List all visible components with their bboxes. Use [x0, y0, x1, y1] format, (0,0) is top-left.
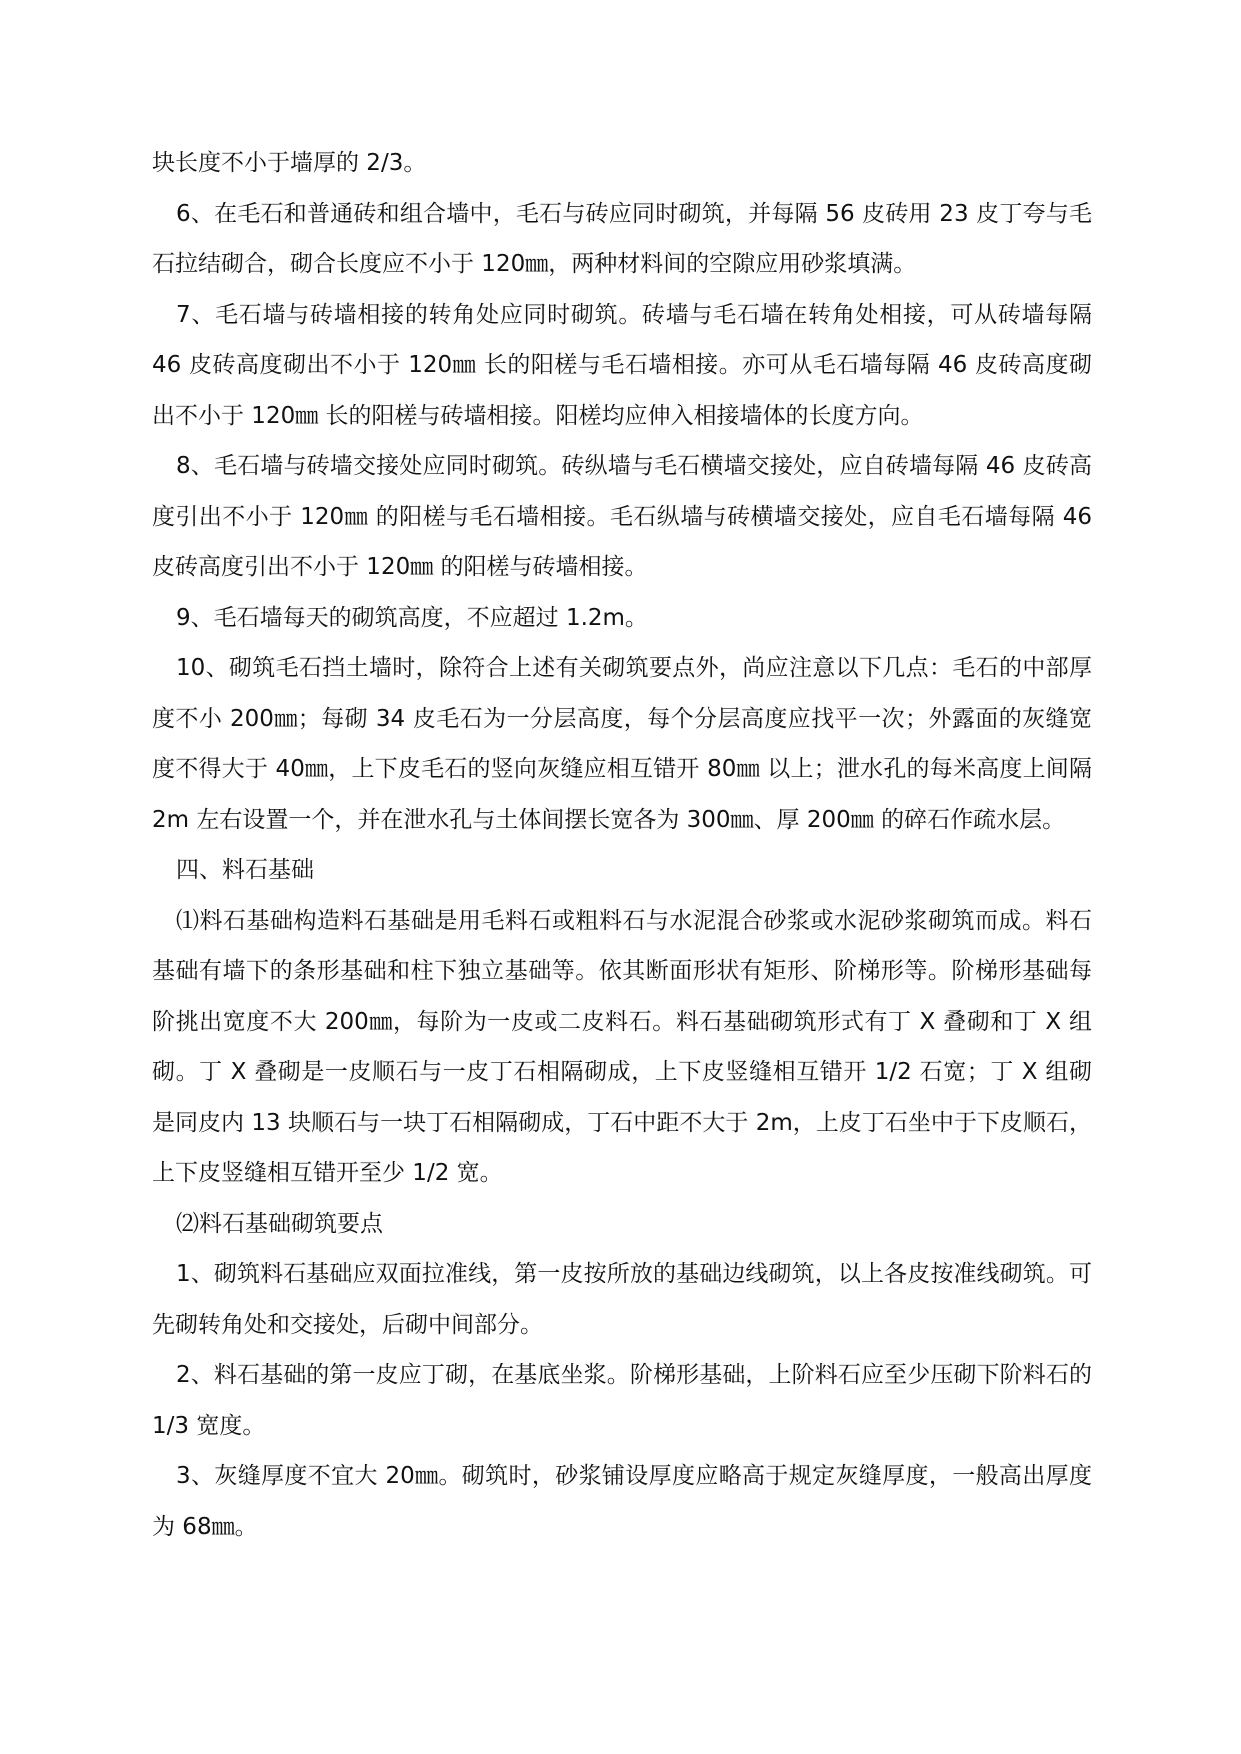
section-heading-stone-foundation: 四、料石基础	[176, 857, 314, 883]
paragraph-item-8: 8、毛石墙与砖墙交接处应同时砌筑。砖纵墙与毛石横墙交接处，应自砖墙每隔 46 皮砖高度引出不小于 120㎜ 的阳槎与毛石墙相接。毛石纵墙与砖横墙交接处，应自毛石墙每隔 46 皮砖高度引出不小于 120㎜ 的阳槎与砖墙相接。	[152, 453, 1092, 580]
paragraph-item-7: 7、毛石墙与砖墙相接的转角处应同时砌筑。砖墙与毛石墙在转角处相接，可从砖墙每隔 46 皮砖高度砌出不小于 120㎜ 长的阳槎与毛石墙相接。亦可从毛石墙每隔 46 皮砖高度砌出不小于 120㎜ 长的阳槎与砖墙相接。阳槎均应伸入相接墙体的长度方向。	[152, 301, 1092, 429]
document-body	[152, 138, 1092, 1552]
paragraph-point-2: 2、料石基础的第一皮应丁砌，在基底坐浆。阶梯形基础，上阶料石应至少压砌下阶料石的 1/3 宽度。	[152, 1362, 1092, 1439]
paragraph-continuation: 块长度不小于墙厚的 2/3。	[152, 150, 427, 176]
subheading-masonry-points: ⑵料石基础砌筑要点	[176, 1210, 383, 1237]
paragraph-item-6: 6、在毛石和普通砖和组合墙中，毛石与砖应同时砌筑，并每隔 56 皮砖用 23 皮丁夸与毛石拉结砌合，砌合长度应不小于 120㎜，两种材料间的空隙应用砂浆填满。	[152, 200, 1092, 277]
paragraph-item-10: 10、砌筑毛石挡土墙时，除符合上述有关砌筑要点外，尚应注意以下几点：毛石的中部厚度不小 200㎜；每砌 34 皮毛石为一分层高度，每个分层高度应找平一次；外露面的灰缝宽度不得大于 40㎜，上下皮毛石的竖向灰缝应相互错开 80㎜ 以上；泄水孔的每米高度上间隔 2m 左右设置一个，并在泄水孔与土体间摆长宽各为 300㎜、厚 200㎜ 的碎石作疏水层。	[152, 655, 1092, 833]
paragraph-item-9: 9、毛石墙每天的砌筑高度，不应超过 1.2m。	[176, 604, 648, 631]
paragraph-point-1: 1、砌筑料石基础应双面拉准线，第一皮按所放的基础边线砌筑，以上各皮按准线砌筑。可先砌转角处和交接处，后砌中间部分。	[152, 1261, 1092, 1338]
paragraph-foundation-structure: ⑴料石基础构造料石基础是用毛料石或粗料石与水泥混合砂浆或水泥砂浆砌筑而成。料石基础有墙下的条形基础和柱下独立基础等。依其断面形状有矩形、阶梯形等。阶梯形基础每阶挑出宽度不大 200㎜，每阶为一皮或二皮料石。料石基础砌筑形式有丁 X 叠砌和丁 X 组砌。丁 X 叠砌是一皮顺石与一皮丁石相隔砌成，上下皮竖缝相互错开 1/2 石宽；丁 X 组砌是同皮内 13 块顺石与一块丁石相隔砌成，丁石中距不大于 2m，上皮丁石坐中于下皮顺石，上下皮竖缝相互错开至少 1/2 宽。	[152, 907, 1092, 1186]
paragraph-point-3: 3、灰缝厚度不宜大 20㎜。砌筑时，砂浆铺设厚度应略高于规定灰缝厚度，一般高出厚度为 68㎜。	[152, 1463, 1092, 1540]
